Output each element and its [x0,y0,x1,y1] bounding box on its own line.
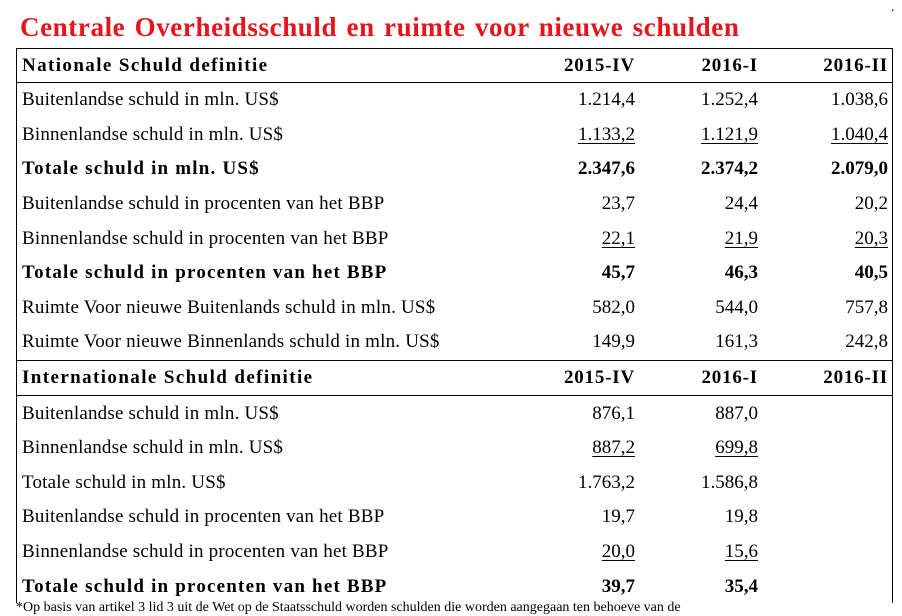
row-label: Ruimte Voor nieuwe Binnenlands schuld in mln. US$ [22,331,440,353]
cell-value: 35,4 [724,575,758,597]
cell-value: 2.079,0 [831,158,888,180]
cell-value: 2.374,2 [701,158,758,180]
table-row [17,500,892,535]
cell-value: 19,7 [601,506,635,528]
cell-value: 757,8 [845,296,888,318]
total-row [17,569,892,604]
table-row [17,325,892,360]
national-header-label: Nationale Schuld definitie [17,49,518,83]
cell-value: 1.763,2 [578,471,635,493]
cell-value: 1.252,4 [701,89,758,111]
empty-cell [758,569,892,604]
col-header-2016-i: 2016-I [635,360,758,396]
national-header-row [17,49,892,83]
cell-value: 15,6 [724,541,758,563]
footnote: *Op basis van artikel 3 lid 3 uit de Wet op de Staatsschuld worden schulden die worden aangegaan ten behoeve van de [16,600,681,615]
debt-table [17,49,892,604]
cell-value: 1.040,4 [831,123,888,145]
row-label: Binnenlandse schuld in mln. US$ [22,437,284,459]
row-label: Totale schuld in procenten van het BBP [22,262,388,284]
cell-value: 1.121,9 [701,123,758,145]
cell-value: 887,2 [592,437,635,459]
total-row [17,152,892,187]
table-row [17,291,892,326]
cell-value: 149,9 [592,331,635,353]
table-row [17,535,892,570]
cell-value: 23,7 [601,193,635,215]
cell-value: 582,0 [592,296,635,318]
row-label: Binnenlandse schuld in procenten van het BBP [22,227,389,249]
empty-cell [758,500,892,535]
table-row [17,466,892,501]
cell-value: 20,0 [601,541,635,563]
international-header-label: Internationale Schuld definitie [17,360,518,396]
table-row [17,221,892,256]
cell-value: 699,8 [715,437,758,459]
cell-value: 876,1 [592,402,635,424]
cell-value: 20,3 [854,227,888,249]
table-row [17,431,892,466]
cell-value: 242,8 [845,331,888,353]
cell-value: 20,2 [854,193,888,215]
col-header-2016-ii: 2016-II [758,49,892,83]
cell-value: 1.038,6 [831,89,888,111]
table-row [17,396,892,431]
cell-value: 46,3 [724,262,758,284]
corner-mark: . [891,0,895,15]
empty-cell [758,466,892,501]
col-header-2016-i: 2016-I [635,49,758,83]
table-row [17,187,892,222]
cell-value: 19,8 [724,506,758,528]
cell-value: 40,5 [854,262,888,284]
row-label: Binnenlandse schuld in mln. US$ [22,123,284,145]
cell-value: 1.214,4 [578,89,635,111]
row-label: Totale schuld in mln. US$ [22,471,226,493]
cell-value: 45,7 [601,262,635,284]
row-label: Totale schuld in procenten van het BBP [22,575,388,597]
total-row [17,256,892,291]
international-header-row [17,360,892,396]
row-label: Buitenlandse schuld in procenten van het BBP [22,506,385,528]
row-label: Buitenlandse schuld in procenten van het BBP [22,193,385,215]
row-label: Binnenlandse schuld in procenten van het BBP [22,541,389,563]
cell-value: 24,4 [724,193,758,215]
empty-cell [758,535,892,570]
row-label: Buitenlandse schuld in mln. US$ [22,402,279,424]
row-label: Ruimte Voor nieuwe Buitenlands schuld in mln. US$ [22,296,436,318]
cell-value: 887,0 [715,402,758,424]
cell-value: 161,3 [715,331,758,353]
cell-value: 1.586,8 [701,471,758,493]
cell-value: 544,0 [715,296,758,318]
row-label: Totale schuld in mln. US$ [22,158,260,180]
cell-value: 22,1 [601,227,635,249]
cell-value: 2.347,6 [578,158,635,180]
row-label: Buitenlandse schuld in mln. US$ [22,89,279,111]
table-row [17,83,892,118]
col-header-2015-iv: 2015-IV [518,49,635,83]
cell-value: 21,9 [724,227,758,249]
empty-cell [758,396,892,431]
debt-table-frame [16,48,893,603]
col-header-2015-iv: 2015-IV [518,360,635,396]
cell-value: 39,7 [601,575,635,597]
cell-value: 1.133,2 [578,123,635,145]
empty-cell [758,431,892,466]
table-row [17,118,892,153]
page-title: Centrale Overheidsschuld en ruimte voor nieuwe schulden [20,12,740,42]
col-header-2016-ii: 2016-II [758,360,892,396]
